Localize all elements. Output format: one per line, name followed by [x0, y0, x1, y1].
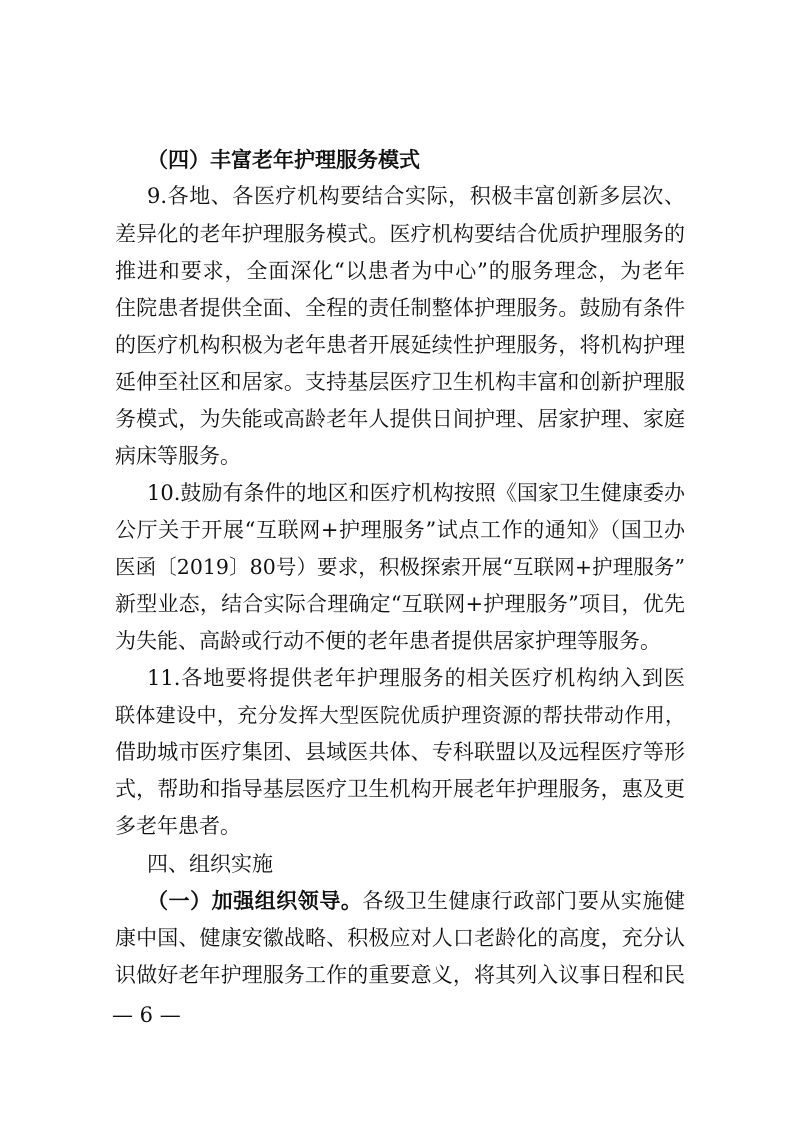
paragraph-10-line-3: 医函〔2019〕80号）要求，积极探索开展“互联网+护理服务” — [115, 555, 685, 579]
paragraph-10-line-4: 新型业态，结合实际合理确定“互联网+护理服务”项目，优先 — [115, 592, 685, 616]
sub-heading-bold: （一）加强组织领导。 — [147, 888, 363, 913]
paragraph-9-line-4: 住院患者提供全面、全程的责任制整体护理服务。鼓励有条件 — [115, 296, 685, 320]
paragraph-9-line-5: 的医疗机构积极为老年患者开展延续性护理服务，将机构护理 — [115, 333, 685, 357]
sub-heading-line-rest: 各级卫生健康行政部门要从实施健 — [362, 889, 686, 913]
paragraph-9-line-3: 推进和要求，全面深化“以患者为中心”的服务理念，为老年 — [115, 259, 685, 283]
paragraph-11-line-5: 多老年患者。 — [115, 814, 241, 838]
paragraph-10-line-1: 10.鼓励有条件的地区和医疗机构按照《国家卫生健康委办 — [147, 481, 685, 505]
paragraph-11-line-2: 联体建设中，充分发挥大型医院优质护理资源的帮扶带动作用， — [115, 703, 685, 727]
paragraph-10-line-5: 为失能、高龄或行动不便的老年患者提供居家护理等服务。 — [115, 629, 661, 653]
paragraph-11-line-3: 借助城市医疗集团、县域医共体、专科联盟以及远程医疗等形 — [115, 740, 685, 764]
last-paragraph-line-2: 康中国、健康安徽战略、积极应对人口老龄化的高度，充分认 — [115, 926, 685, 950]
section-heading: （四）丰富老年护理服务模式 — [147, 147, 420, 172]
paragraph-9-line-8: 病床等服务。 — [115, 444, 241, 468]
last-paragraph-line-3: 识做好老年护理服务工作的重要意义，将其列入议事日程和民 — [115, 963, 685, 987]
page-number: — 6 — — [112, 1003, 181, 1027]
sub-heading-line — [147, 885, 685, 917]
paragraph-9-line-2: 差异化的老年护理服务模式。医疗机构要结合优质护理服务的 — [115, 222, 685, 246]
paragraph-9-line-7: 务模式，为失能或高龄老年人提供日间护理、居家护理、家庭 — [115, 407, 685, 431]
paragraph-11-line-4: 式，帮助和指导基层医疗卫生机构开展老年护理服务，惠及更 — [115, 777, 685, 801]
paragraph-9-line-6: 延伸至社区和居家。支持基层医疗卫生机构丰富和创新护理服 — [115, 370, 685, 394]
paragraph-9-line-1: 9.各地、各医疗机构要结合实际，积极丰富创新多层次、 — [147, 184, 685, 208]
paragraph-11-line-1: 11.各地要将提供老年护理服务的相关医疗机构纳入到医 — [147, 666, 685, 690]
part-heading: 四、组织实施 — [147, 852, 273, 876]
paragraph-10-line-2: 公厅关于开展“互联网+护理服务”试点工作的通知》（国卫办 — [115, 518, 685, 542]
